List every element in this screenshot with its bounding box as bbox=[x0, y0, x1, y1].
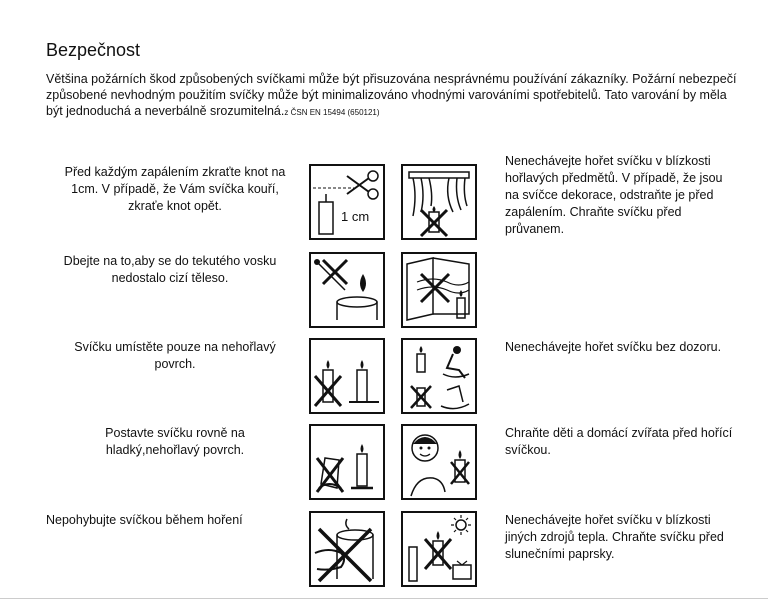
foreign-object-pictogram bbox=[309, 252, 385, 328]
page-title: Bezpečnost bbox=[46, 40, 141, 60]
do-not-move-pictogram bbox=[309, 511, 385, 587]
page-divider bbox=[0, 598, 768, 599]
warning-heat-sources: Nenechávejte hořet svíčku v blízkosti jiných zdrojů tepla. Chraňte svíčku před slunečními paprsky. bbox=[505, 513, 724, 561]
rocking-chair-icon bbox=[403, 340, 475, 412]
child-icon bbox=[403, 426, 475, 498]
candle-on-surface-icon bbox=[311, 340, 383, 412]
instruction-level-surface: Postavte svíčku rovně na hladký,nehořlavý povrch. bbox=[105, 426, 245, 457]
warning-unattended: Nenechávejte hořet svíčku bez dozoru. bbox=[505, 340, 722, 354]
wick-length-label: 1 cm bbox=[341, 209, 370, 224]
level-surface-pictogram bbox=[309, 424, 385, 500]
instruction-do-not-move: Nepohybujte svíčkou během hoření bbox=[46, 513, 243, 527]
scissors-icon bbox=[311, 166, 383, 238]
warning-children-pets: Chraňte děti a domácí zvířata před hořící svíčkou. bbox=[505, 426, 733, 457]
unattended-pictogram bbox=[401, 338, 477, 414]
trim-wick-pictogram bbox=[309, 164, 385, 240]
instruction-foreign-objects: Dbejte na to,aby se do tekutého vosku nedostalo cizí těleso. bbox=[63, 254, 277, 285]
heat-sources-pictogram bbox=[401, 511, 477, 587]
window-draft-icon bbox=[403, 254, 475, 326]
match-in-wax-icon bbox=[311, 254, 383, 326]
children-pets-pictogram bbox=[401, 424, 477, 500]
warning-flammable-objects: Nenechávejte hořet svíčku v blízkosti hořlavých předmětů. V případě, že jsou na svíčce dekorace, odstraňte je před zapálením. Chraňte svíčku před průvanem. bbox=[505, 154, 723, 236]
instruction-nonflammable-surface: Svíčku umístěte pouze na nehořlavý povrch. bbox=[74, 340, 276, 371]
intro-text: Většina požárních škod způsobených svíčkami může být přisuzována nesprávnému používání zákazníky. Požární nebezpečí způsobené nevhodným použitím svíčky může být minimalizováno vhodnými varováními spotřebitelů. Tato varování by měla být jednoduchá a neverbálně srozumitelná. bbox=[46, 72, 737, 118]
flammable-objects-pictogram bbox=[401, 164, 477, 240]
draft-pictogram bbox=[401, 252, 477, 328]
curtain-icon bbox=[403, 166, 475, 238]
standard-reference: z ČSN EN 15494 (650121) bbox=[284, 108, 380, 117]
instruction-trim-wick: Před každým zapálením zkraťte knot na 1cm. V případě, že Vám svíčka kouří, zkraťe knot opět. bbox=[64, 165, 286, 213]
nonflammable-surface-pictogram bbox=[309, 338, 385, 414]
intro-paragraph bbox=[46, 71, 746, 121]
tilted-candle-icon bbox=[311, 426, 383, 498]
sun-icon bbox=[403, 513, 475, 585]
hand-holding-candle-icon bbox=[311, 513, 383, 585]
